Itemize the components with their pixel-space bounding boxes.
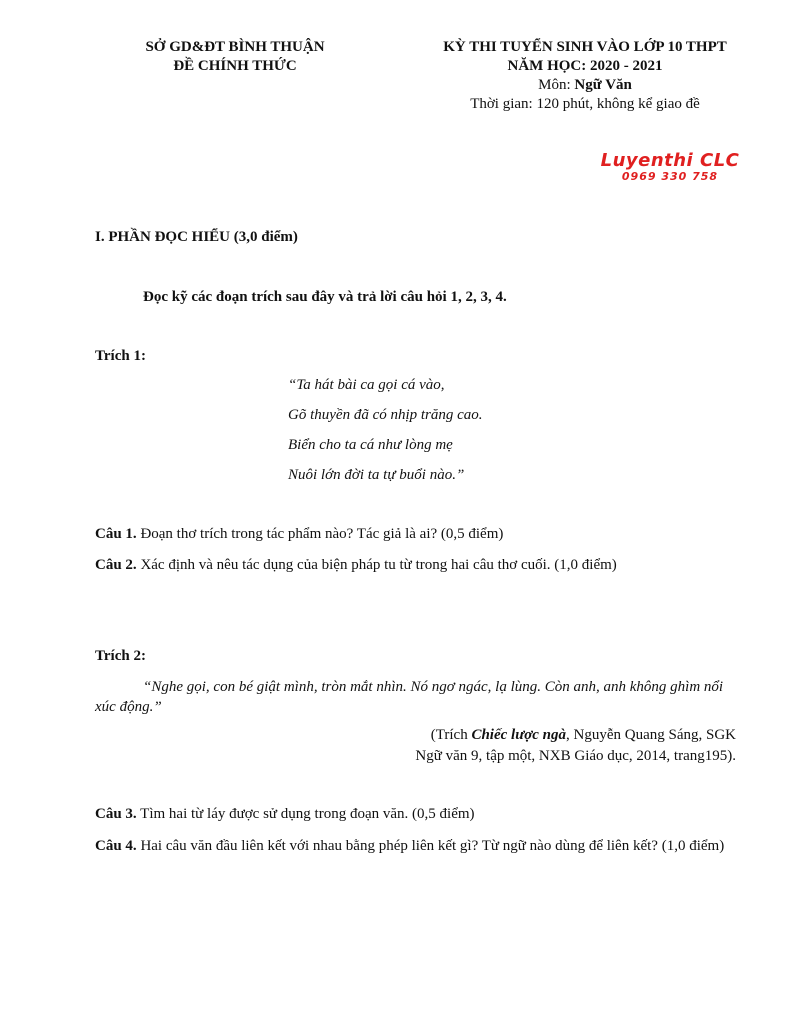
exam-title: KỲ THI TUYỂN SINH VÀO LỚP 10 THPT xyxy=(443,39,727,55)
question-text: Đoạn thơ trích trong tác phẩm nào? Tác giả là ai? (0,5 điểm) xyxy=(136,526,504,542)
source-prefix: (Trích xyxy=(430,727,472,743)
subject-prefix: Môn: xyxy=(538,77,575,93)
time-limit: Thời gian: 120 phút, không kể giao đề xyxy=(470,96,700,112)
poem-line: Biển cho ta cá như lòng mẹ xyxy=(288,437,453,453)
header-left xyxy=(100,38,370,76)
question-4 xyxy=(95,836,745,856)
question-label: Câu 2. xyxy=(95,557,137,573)
brand-stamp xyxy=(585,151,755,183)
instruction: Đọc kỹ các đoạn trích sau đây và trả lời câu hỏi 1, 2, 3, 4. xyxy=(143,289,507,305)
department-name: SỞ GD&ĐT BÌNH THUẬN xyxy=(145,39,325,55)
question-2 xyxy=(95,557,617,574)
poem-line: Gõ thuyền đã có nhịp trăng cao. xyxy=(288,407,483,423)
poem-line: “Ta hát bài ca gọi cá vào, xyxy=(288,377,445,393)
excerpt2-label: Trích 2: xyxy=(95,648,146,664)
excerpt2-quote: “Nghe gọi, con bé giật mình, tròn mắt nhìn. Nó ngơ ngác, lạ lùng. Còn anh, anh không ghìm nổi xúc động.” xyxy=(95,679,724,715)
question-1 xyxy=(95,526,503,543)
excerpt2-source xyxy=(415,725,736,767)
subject-name: Ngữ Văn xyxy=(574,77,632,93)
poem-line: Nuôi lớn đời ta tự buổi nào.” xyxy=(288,467,465,483)
school-year: NĂM HỌC: 2020 - 2021 xyxy=(507,58,663,74)
source-title: Chiếc lược ngà xyxy=(471,727,566,743)
header-right xyxy=(390,38,780,114)
stamp-phone: 0969 330 758 xyxy=(621,170,719,183)
stamp-name: Luyenthi CLC xyxy=(600,150,740,171)
source-line-1 xyxy=(415,725,736,746)
question-3 xyxy=(95,806,475,823)
question-text: Tìm hai từ láy được sử dụng trong đoạn văn. (0,5 điểm) xyxy=(136,806,475,822)
question-label: Câu 1. xyxy=(95,526,137,542)
source-rest: , Nguyễn Quang Sáng, SGK xyxy=(566,727,736,743)
source-line-2: Ngữ văn 9, tập một, NXB Giáo dục, 2014, trang195). xyxy=(415,748,736,764)
subject-line xyxy=(390,76,780,95)
excerpt1-label: Trích 1: xyxy=(95,348,146,364)
question-text: Xác định và nêu tác dụng của biện pháp tu từ trong hai câu thơ cuối. (1,0 điểm) xyxy=(136,557,617,573)
question-label: Câu 4. xyxy=(95,838,137,854)
official-label: ĐỀ CHÍNH THỨC xyxy=(173,58,297,74)
question-text: Hai câu văn đầu liên kết với nhau bằng phép liên kết gì? Từ ngữ nào dùng để liên kết? (1,0 điểm) xyxy=(136,838,725,854)
question-label: Câu 3. xyxy=(95,806,137,822)
section-title: I. PHẦN ĐỌC HIỂU (3,0 điểm) xyxy=(95,229,298,245)
